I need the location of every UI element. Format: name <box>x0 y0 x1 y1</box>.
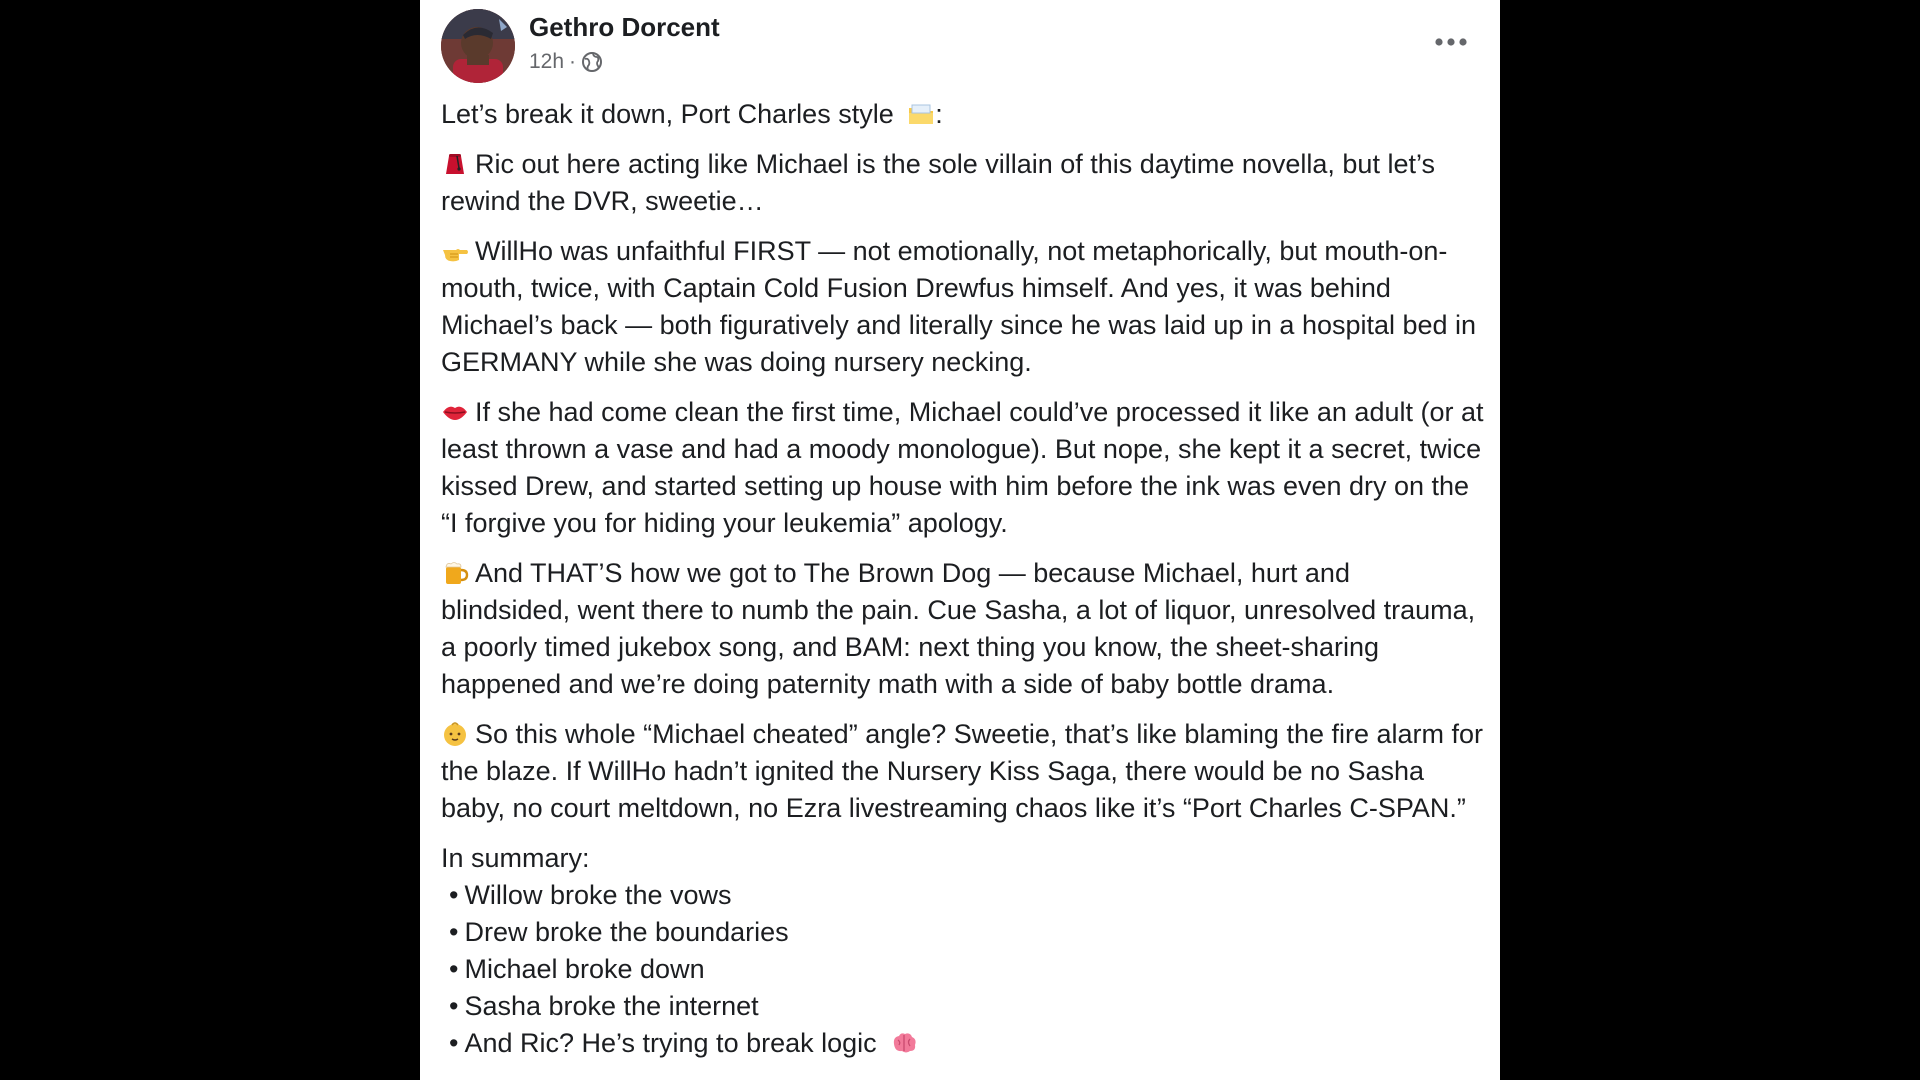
paragraph-3 <box>441 394 1486 542</box>
folder-emoji <box>907 100 935 128</box>
brain-emoji <box>890 1029 918 1057</box>
intro-text: Let’s break it down, Port Charles style <box>441 99 894 129</box>
paragraph-5-text: So this whole “Michael cheated” angle? Sweetie, that’s like blaming the fire alarm for the blaze. If WillHo hadn’t ignited the Nursery Kiss Saga, there would be no Sasha baby, no court meltdown, no Ezra livestreaming chaos like it’s “Port Charles C-SPAN.” <box>441 719 1484 823</box>
baby-emoji <box>441 720 469 748</box>
paragraph-2-text: WillHo was unfaithful FIRST — not emotionally, not metaphorically, but mouth-on-mouth, twice, with Captain Cold Fusion Drewfus himself. And yes, it was behind Michael’s back — both figuratively and literally since he was laid up in a hospital bed in GERMANY while she was doing nursery necking. <box>441 236 1477 377</box>
post-card <box>420 0 1500 1080</box>
summary-list <box>441 877 1486 1062</box>
paragraph-5 <box>441 716 1486 827</box>
pointing-hand-emoji <box>441 237 469 265</box>
list-item: • Sasha broke the internet <box>449 991 759 1021</box>
list-item: • Drew broke the boundaries <box>449 917 789 947</box>
avatar[interactable] <box>441 9 515 83</box>
beer-mug-emoji <box>441 559 469 587</box>
more-dots-icon <box>1434 37 1468 47</box>
post-meta <box>529 50 603 74</box>
kiss-lips-emoji <box>441 398 469 426</box>
post-body <box>441 96 1486 1062</box>
paragraph-1 <box>441 146 1486 220</box>
intro-suffix: : <box>935 99 943 129</box>
author-name[interactable]: Gethro Dorcent <box>529 12 720 42</box>
paragraph-1-text: Ric out here acting like Michael is the sole villain of this daytime novella, but let’s rewind the DVR, sweetie… <box>441 149 1435 216</box>
list-item: • Michael broke down <box>449 954 705 984</box>
summary-heading: In summary: <box>441 843 590 873</box>
fez-hat-emoji <box>441 150 469 178</box>
list-item: • Willow broke the vows <box>449 880 732 910</box>
globe-icon[interactable] <box>581 51 603 73</box>
paragraph-4 <box>441 555 1486 703</box>
post-header <box>441 8 1481 84</box>
paragraph-3-text: If she had come clean the first time, Michael could’ve processed it like an adult (or at least thrown a vase and had a moody monologue). But nope, she kept it a secret, twice kissed Drew, and started setting up house with him before the ink was even dry on the “I forgive you for hiding your leukemia” apology. <box>441 397 1484 538</box>
paragraph-2 <box>441 233 1486 381</box>
paragraph-4-text: And THAT’S how we got to The Brown Dog — because Michael, hurt and blindsided, went there to numb the pain. Cue Sasha, a lot of liquor, unresolved trauma, a poorly timed jukebox song, and BAM: next thing you know, the sheet-sharing happened and we’re doing paternity math with a side of baby bottle drama. <box>441 558 1476 699</box>
meta-separator: · <box>569 50 577 73</box>
paragraph-intro <box>441 96 1486 133</box>
summary-section <box>441 840 1486 1062</box>
post-time[interactable]: 12h <box>529 50 565 73</box>
more-options-button[interactable] <box>1429 26 1473 58</box>
list-item: • And Ric? He’s trying to break logic <box>441 1025 1486 1062</box>
